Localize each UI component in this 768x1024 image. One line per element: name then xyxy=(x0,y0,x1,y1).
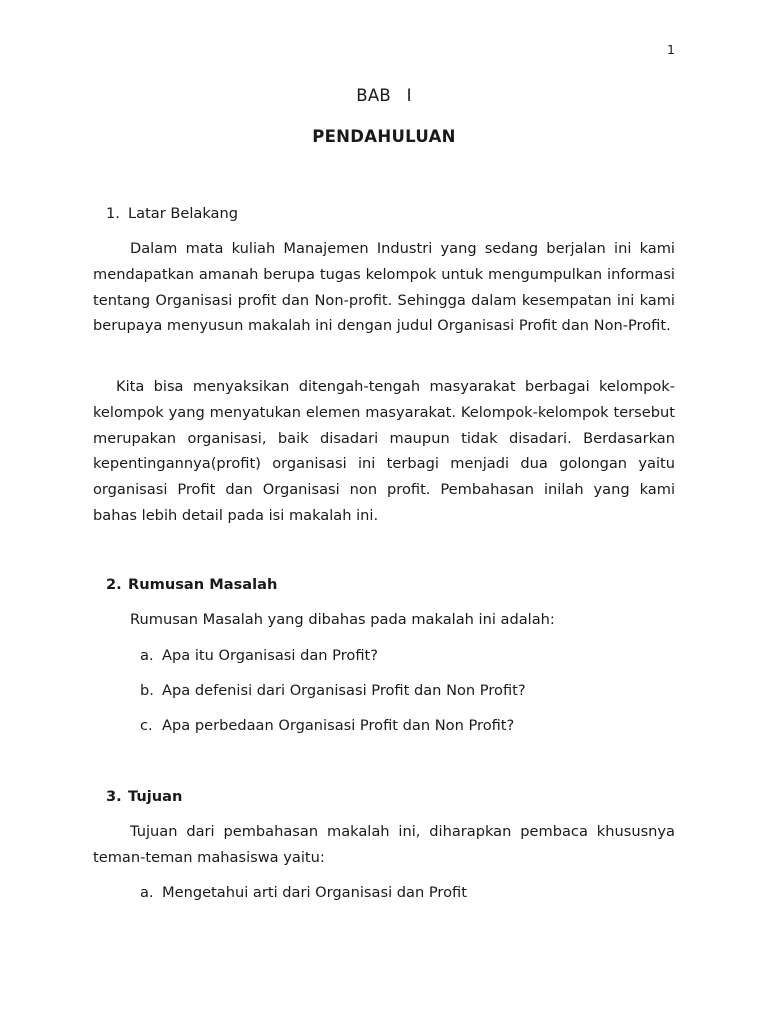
list-item xyxy=(140,643,378,669)
list-marker: c. xyxy=(140,717,153,734)
chapter-title: PENDAHULUAN xyxy=(312,127,456,146)
paragraph-latar-belakang-1: Dalam mata kuliah Manajemen Industri yang sedang berjalan ini kami mendapatkan amanah berupa tugas kelompok untuk mengumpulkan informasi tentang Organisasi profit dan Non-profit. Sehingga dalam kesempatan ini kami berupaya menyusun makalah ini dengan judul Organisasi Profit dan Non-Profit. xyxy=(93,240,675,335)
page-number: 1 xyxy=(667,42,675,57)
list-item-text: Apa defenisi dari Organisasi Profit dan Non Profit? xyxy=(162,682,526,699)
section-number: 1. xyxy=(106,205,120,222)
list-item-text: Apa perbedaan Organisasi Profit dan Non Profit? xyxy=(162,717,515,734)
chapter-label: BAB I xyxy=(356,86,412,105)
section-title: Rumusan Masalah xyxy=(128,576,278,593)
list-item-text: Mengetahui arti dari Organisasi dan Profit xyxy=(162,884,467,901)
list-marker: a. xyxy=(140,884,154,901)
list-item xyxy=(140,678,526,704)
tujuan-intro: Tujuan dari pembahasan makalah ini, diharapkan pembaca khususnya teman-teman mahasiswa yaitu: xyxy=(93,823,675,866)
section-number: 2. xyxy=(106,576,122,593)
list-item xyxy=(140,880,467,906)
list-item xyxy=(140,713,514,739)
section-heading-tujuan xyxy=(106,788,182,805)
rumusan-masalah-intro: Rumusan Masalah yang dibahas pada makalah ini adalah: xyxy=(130,611,555,628)
section-heading-latar-belakang xyxy=(106,205,238,222)
paragraph-latar-belakang-2: Kita bisa menyaksikan ditengah-tengah masyarakat berbagai kelompok-kelompok yang menyatukan elemen masyarakat. Kelompok-kelompok tersebut merupakan organisasi, baik disadari maupun tidak disadari. Berdasarkan kepentingannya(profit) organisasi ini terbagi menjadi dua golongan yaitu organisasi Profit dan Organisasi non profit. Pembahasan inilah yang kami bahas lebih detail pada isi makalah ini. xyxy=(93,378,675,524)
list-marker: a. xyxy=(140,647,154,664)
list-item-text: Apa itu Organisasi dan Profit? xyxy=(162,647,378,664)
section-title: Tujuan xyxy=(128,788,183,805)
section-number: 3. xyxy=(106,788,122,805)
section-title: Latar Belakang xyxy=(128,205,239,222)
section-heading-rumusan-masalah xyxy=(106,576,277,593)
list-marker: b. xyxy=(140,682,154,699)
